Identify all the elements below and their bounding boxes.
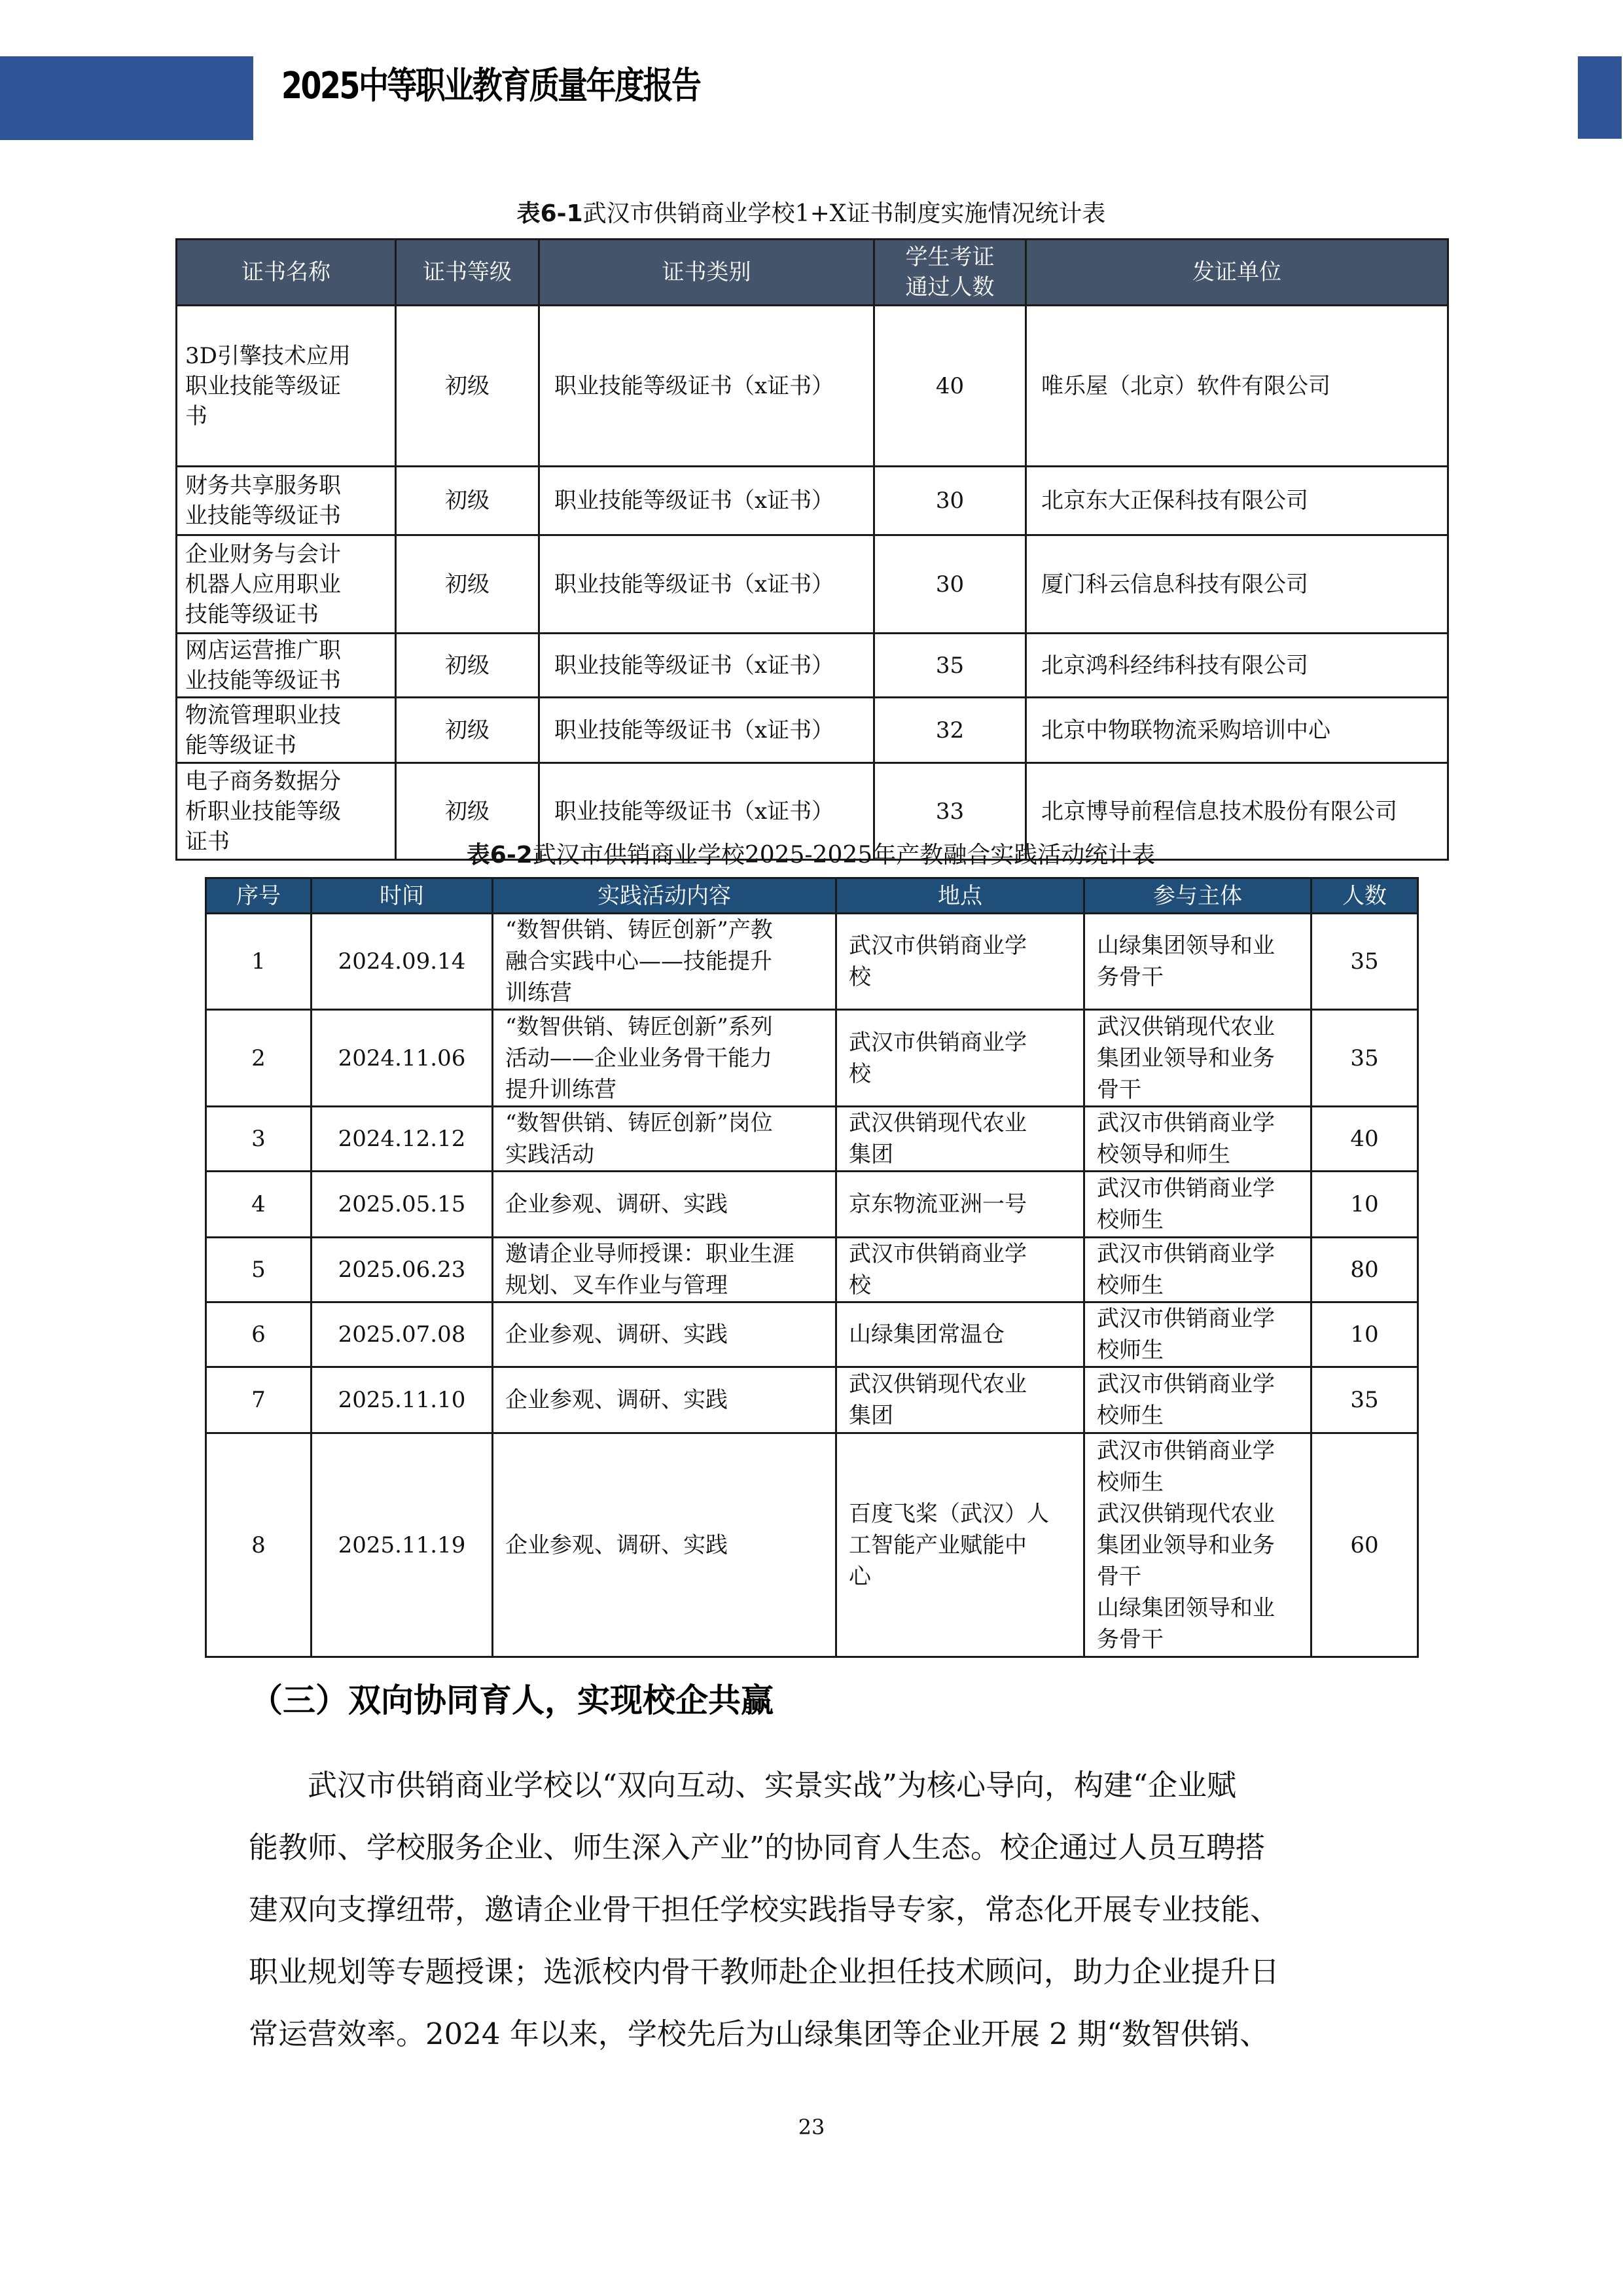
date-cell: 2025.06.23 — [312, 1238, 493, 1302]
table-row — [206, 914, 1418, 1010]
location-cell — [836, 1433, 1084, 1657]
certificate-name-cell — [177, 306, 396, 467]
cell-line: 校师生 — [1097, 1469, 1164, 1496]
headcount-cell: 40 — [1311, 1107, 1418, 1172]
table-row — [177, 698, 1448, 763]
cell-line: 武汉供销现代农业 — [1097, 1500, 1275, 1527]
location-cell — [836, 1302, 1084, 1367]
header-line: 证书名称 — [241, 259, 330, 285]
cell-line: 集团业领导和业务 — [1097, 1045, 1275, 1071]
paragraph-line: 建双向支撑纽带，邀请企业骨干担任学校实践指导专家，常态化开展专业技能、 — [249, 1892, 1280, 1927]
activity-content-cell — [493, 1010, 836, 1107]
cell-line: 校 — [849, 1060, 871, 1087]
table2-header-cell: 参与主体 — [1084, 878, 1311, 914]
table-row — [177, 306, 1448, 467]
activity-content-cell — [493, 1302, 836, 1367]
passed-count-cell: 32 — [874, 698, 1026, 763]
cell-line: 校 — [849, 1272, 871, 1299]
cell-line: 实践活动 — [505, 1141, 594, 1168]
issuer-cell: 北京东大正保科技有限公司 — [1026, 467, 1448, 535]
cell-line: 务骨干 — [1097, 964, 1164, 990]
cell-line: 企业财务与会计 — [185, 541, 341, 567]
table1-header-cell — [177, 240, 396, 306]
cell-line: 融合实践中心——技能提升 — [505, 948, 772, 975]
cell-line: 武汉供销现代农业 — [849, 1110, 1027, 1136]
passed-count-cell: 30 — [874, 535, 1026, 634]
header-accent-block-right — [1578, 56, 1622, 139]
cell-line: “数智供销、铸匠创新”岗位 — [505, 1110, 773, 1136]
certificate-level-cell: 初级 — [396, 634, 539, 698]
table-row — [177, 634, 1448, 698]
certificate-category-cell: 职业技能等级证书（x证书） — [539, 306, 874, 467]
header-line: 证书类别 — [662, 259, 751, 285]
date-cell: 2025.11.19 — [312, 1433, 493, 1657]
cell-line: 集团 — [849, 1141, 893, 1168]
passed-count-cell: 30 — [874, 467, 1026, 535]
passed-count-cell: 33 — [874, 763, 1026, 860]
participants-cell — [1084, 1107, 1311, 1172]
table1-caption — [175, 198, 1447, 230]
table-row — [206, 1367, 1418, 1433]
activity-content-cell — [493, 1238, 836, 1302]
table-row — [206, 1433, 1418, 1657]
table2-header-cell: 人数 — [1311, 878, 1418, 914]
date-cell: 2024.11.06 — [312, 1010, 493, 1107]
cell-line: 校领导和师生 — [1097, 1141, 1230, 1168]
serial-number-cell: 3 — [206, 1107, 312, 1172]
header-line: 学生考证 — [905, 244, 995, 270]
participants-cell — [1084, 1172, 1311, 1238]
table1-header-cell — [874, 240, 1026, 306]
participants-cell — [1084, 1010, 1311, 1107]
cell-line: 武汉市供销商业学 — [1097, 1306, 1275, 1332]
table1-header-cell — [539, 240, 874, 306]
certificate-name-cell — [177, 535, 396, 634]
report-title: 2025中等职业教育质量年度报告 — [281, 65, 700, 107]
cell-line: 工智能产业赋能中 — [849, 1532, 1027, 1558]
passed-count-cell: 35 — [874, 634, 1026, 698]
cell-line: 武汉供销现代农业 — [1097, 1013, 1275, 1040]
page-number: 23 — [798, 2115, 825, 2140]
cell-line: 心 — [849, 1563, 871, 1590]
cell-line: 武汉供销现代农业 — [849, 1371, 1027, 1397]
serial-number-cell: 8 — [206, 1433, 312, 1657]
cell-line: 山绿集团领导和业 — [1097, 1594, 1275, 1621]
cell-line: 武汉市供销商业学 — [849, 933, 1027, 959]
paragraph-line: 武汉市供销商业学校以“双向互动、实景实战”为核心导向，构建“企业赋 — [308, 1768, 1237, 1803]
participants-cell — [1084, 1367, 1311, 1433]
cell-line: 企业参观、调研、实践 — [505, 1321, 728, 1348]
cell-line: 能等级证书 — [185, 732, 296, 759]
paragraph-line: 职业规划等专题授课；选派校内骨干教师赴企业担任技术顾问，助力企业提升日 — [249, 1954, 1280, 1989]
table1-caption-text: 武汉市供销商业学校1+X证书制度实施情况统计表 — [582, 200, 1106, 227]
location-cell — [836, 1107, 1084, 1172]
header-line: 证书等级 — [423, 259, 512, 285]
certificate-category-cell: 职业技能等级证书（x证书） — [539, 698, 874, 763]
cell-line: 京东物流亚洲一号 — [849, 1191, 1027, 1217]
activity-content-cell — [493, 1107, 836, 1172]
cell-line: 企业参观、调研、实践 — [505, 1191, 728, 1217]
cell-line: 集团业领导和业务 — [1097, 1532, 1275, 1558]
headcount-cell: 35 — [1311, 1367, 1418, 1433]
cell-line: 网店运营推广职 — [185, 637, 341, 664]
certificate-level-cell: 初级 — [396, 535, 539, 634]
date-cell: 2025.07.08 — [312, 1302, 493, 1367]
participants-cell — [1084, 1433, 1311, 1657]
date-cell: 2024.09.14 — [312, 914, 493, 1010]
activity-content-cell — [493, 1172, 836, 1238]
paragraph-line: 能教师、学校服务企业、师生深入产业”的协同育人生态。校企通过人员互聘搭 — [249, 1830, 1266, 1865]
headcount-cell: 35 — [1311, 1010, 1418, 1107]
participants-cell — [1084, 914, 1311, 1010]
cell-line: 山绿集团常温仓 — [849, 1321, 1005, 1348]
cell-line: 财务共享服务职 — [185, 473, 341, 499]
headcount-cell: 10 — [1311, 1302, 1418, 1367]
certificate-category-cell: 职业技能等级证书（x证书） — [539, 535, 874, 634]
certificate-level-cell: 初级 — [396, 698, 539, 763]
table-row — [177, 535, 1448, 634]
cell-line: 武汉市供销商业学 — [849, 1029, 1027, 1056]
cell-line: 职业技能等级证 — [185, 372, 341, 399]
cell-line: 集团 — [849, 1403, 893, 1429]
cell-line: 武汉市供销商业学 — [1097, 1110, 1275, 1136]
header-accent-block-left — [0, 56, 253, 140]
cell-line: 书 — [185, 403, 207, 429]
table2-header-cell: 实践活动内容 — [493, 878, 836, 914]
body-paragraph — [249, 1754, 1376, 2065]
header-line: 发证单位 — [1192, 259, 1281, 285]
issuer-cell: 北京鸿科经纬科技有限公司 — [1026, 634, 1448, 698]
table2-header-row — [206, 878, 1418, 914]
headcount-cell: 80 — [1311, 1238, 1418, 1302]
certificate-category-cell: 职业技能等级证书（x证书） — [539, 763, 874, 860]
serial-number-cell: 7 — [206, 1367, 312, 1433]
cell-line: 提升训练营 — [505, 1076, 616, 1103]
serial-number-cell: 2 — [206, 1010, 312, 1107]
table-row — [206, 1172, 1418, 1238]
cell-line: 骨干 — [1097, 1076, 1141, 1103]
certificate-level-cell: 初级 — [396, 306, 539, 467]
cell-line: “数智供销、铸匠创新”产教 — [505, 917, 773, 943]
table1-header-cell — [1026, 240, 1448, 306]
section-heading: （三）双向协同育人，实现校企共赢 — [250, 1681, 774, 1719]
cell-line: 析职业技能等级 — [185, 798, 341, 825]
cell-line: 武汉市供销商业学 — [1097, 1175, 1275, 1202]
cell-line: 百度飞桨（武汉）人 — [849, 1500, 1049, 1527]
table2-caption-number: 表6-2 — [466, 842, 533, 869]
cell-line: 武汉市供销商业学 — [1097, 1241, 1275, 1267]
cell-line: 校师生 — [1097, 1272, 1164, 1299]
location-cell — [836, 1367, 1084, 1433]
table1-header-row — [177, 240, 1448, 306]
cell-line: 电子商务数据分 — [185, 768, 341, 795]
headcount-cell: 10 — [1311, 1172, 1418, 1238]
table1-caption-number: 表6-1 — [516, 200, 583, 227]
table2-header-cell: 地点 — [836, 878, 1084, 914]
cell-line: 武汉市供销商业学 — [1097, 1437, 1275, 1464]
issuer-cell: 北京博导前程信息技术股份有限公司 — [1026, 763, 1448, 860]
certificate-name-cell — [177, 634, 396, 698]
cell-line: 校师生 — [1097, 1207, 1164, 1233]
table-row — [206, 1107, 1418, 1172]
certificate-name-cell — [177, 698, 396, 763]
header-line: 通过人数 — [905, 274, 995, 300]
table-row — [206, 1302, 1418, 1367]
certificate-category-cell: 职业技能等级证书（x证书） — [539, 467, 874, 535]
cell-line: “数智供销、铸匠创新”系列 — [505, 1013, 773, 1040]
cell-line: 机器人应用职业 — [185, 571, 341, 598]
cell-line: 企业参观、调研、实践 — [505, 1387, 728, 1413]
paragraph-line: 常运营效率。2024 年以来，学校先后为山绿集团等企业开展 2 期“数智供销、 — [249, 2017, 1270, 2051]
cell-line: 训练营 — [505, 980, 572, 1006]
cell-line: 业技能等级证书 — [185, 503, 341, 529]
cell-line: 物流管理职业技 — [185, 702, 341, 728]
cell-line: 务骨干 — [1097, 1626, 1164, 1653]
participants-cell — [1084, 1238, 1311, 1302]
activity-content-cell — [493, 1433, 836, 1657]
issuer-cell: 厦门科云信息科技有限公司 — [1026, 535, 1448, 634]
table2-caption-text: 武汉市供销商业学校2025-2025年产教融合实践活动统计表 — [532, 842, 1156, 869]
certificate-name-cell — [177, 467, 396, 535]
issuer-cell: 唯乐屋（北京）软件有限公司 — [1026, 306, 1448, 467]
cell-line: 校师生 — [1097, 1403, 1164, 1429]
cell-line: 业技能等级证书 — [185, 667, 341, 694]
date-cell: 2025.05.15 — [312, 1172, 493, 1238]
serial-number-cell: 4 — [206, 1172, 312, 1238]
certificate-level-cell: 初级 — [396, 467, 539, 535]
cell-line: 活动——企业业务骨干能力 — [505, 1045, 772, 1071]
headcount-cell: 60 — [1311, 1433, 1418, 1657]
location-cell — [836, 1238, 1084, 1302]
activity-content-cell — [493, 914, 836, 1010]
participants-cell — [1084, 1302, 1311, 1367]
cell-line: 校 — [849, 964, 871, 990]
cell-line: 武汉市供销商业学 — [1097, 1371, 1275, 1397]
cell-line: 规划、叉车作业与管理 — [505, 1272, 728, 1299]
cell-line: 校师生 — [1097, 1337, 1164, 1363]
location-cell — [836, 1172, 1084, 1238]
certificate-table — [175, 238, 1449, 861]
table-row — [206, 1010, 1418, 1107]
cell-line: 山绿集团领导和业 — [1097, 933, 1275, 959]
cell-line: 技能等级证书 — [185, 601, 319, 628]
serial-number-cell: 1 — [206, 914, 312, 1010]
cell-line: 骨干 — [1097, 1563, 1141, 1590]
date-cell: 2025.11.10 — [312, 1367, 493, 1433]
cell-line: 证书 — [185, 828, 230, 855]
passed-count-cell: 40 — [874, 306, 1026, 467]
table2-header-cell: 序号 — [206, 878, 312, 914]
issuer-cell: 北京中物联物流采购培训中心 — [1026, 698, 1448, 763]
headcount-cell: 35 — [1311, 914, 1418, 1010]
cell-line: 武汉市供销商业学 — [849, 1241, 1027, 1267]
table-row — [177, 467, 1448, 535]
serial-number-cell: 6 — [206, 1302, 312, 1367]
activity-content-cell — [493, 1367, 836, 1433]
date-cell: 2024.12.12 — [312, 1107, 493, 1172]
table2-header-cell: 时间 — [312, 878, 493, 914]
cell-line: 邀请企业导师授课：职业生涯 — [505, 1241, 794, 1267]
location-cell — [836, 1010, 1084, 1107]
table1-header-cell — [396, 240, 539, 306]
cell-line: 3D引擎技术应用 — [185, 342, 351, 369]
certificate-level-cell: 初级 — [396, 763, 539, 860]
certificate-category-cell: 职业技能等级证书（x证书） — [539, 634, 874, 698]
table2-caption — [205, 839, 1417, 872]
location-cell — [836, 914, 1084, 1010]
table-row — [206, 1238, 1418, 1302]
practice-activity-table — [205, 877, 1419, 1658]
serial-number-cell: 5 — [206, 1238, 312, 1302]
cell-line: 企业参观、调研、实践 — [505, 1532, 728, 1558]
